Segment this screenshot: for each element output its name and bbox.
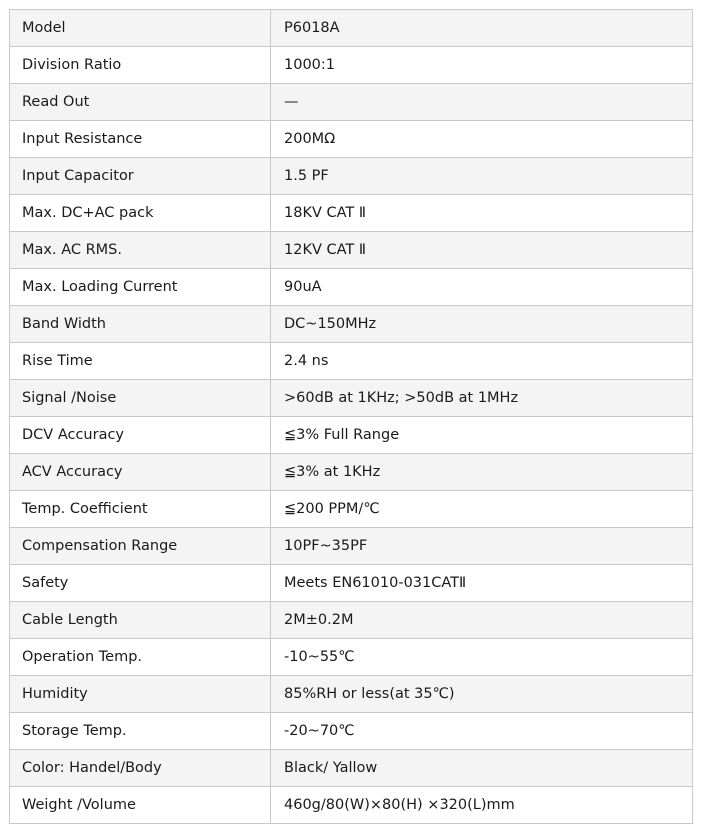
spec-value: 18KV CAT Ⅱ	[271, 195, 693, 232]
spec-table-body	[10, 10, 693, 824]
spec-value: -10~55℃	[271, 639, 693, 676]
spec-row	[10, 639, 693, 676]
spec-value: 460g/80(W)×80(H) ×320(L)mm	[271, 787, 693, 824]
spec-row	[10, 121, 693, 158]
spec-label: Division Ratio	[10, 47, 271, 84]
spec-row	[10, 269, 693, 306]
spec-row	[10, 602, 693, 639]
spec-value: 90uA	[271, 269, 693, 306]
spec-value: P6018A	[271, 10, 693, 47]
spec-label: Temp. Coefficient	[10, 491, 271, 528]
spec-label: Model	[10, 10, 271, 47]
spec-row	[10, 454, 693, 491]
spec-label: Safety	[10, 565, 271, 602]
spec-label: Operation Temp.	[10, 639, 271, 676]
spec-row	[10, 158, 693, 195]
spec-label: Color: Handel/Body	[10, 750, 271, 787]
spec-value: 12KV CAT Ⅱ	[271, 232, 693, 269]
spec-value: 1000:1	[271, 47, 693, 84]
spec-value: DC~150MHz	[271, 306, 693, 343]
spec-label: Max. Loading Current	[10, 269, 271, 306]
spec-value: ≦200 PPM/℃	[271, 491, 693, 528]
spec-label: Read Out	[10, 84, 271, 121]
spec-row	[10, 750, 693, 787]
spec-label: Compensation Range	[10, 528, 271, 565]
spec-label: Weight /Volume	[10, 787, 271, 824]
spec-label: Signal /Noise	[10, 380, 271, 417]
spec-value: -20~70℃	[271, 713, 693, 750]
spec-table	[9, 9, 693, 824]
spec-value: ≦3% at 1KHz	[271, 454, 693, 491]
spec-value: 200MΩ	[271, 121, 693, 158]
spec-value: Black/ Yallow	[271, 750, 693, 787]
spec-value: 10PF~35PF	[271, 528, 693, 565]
spec-label: Cable Length	[10, 602, 271, 639]
spec-row	[10, 195, 693, 232]
spec-row	[10, 676, 693, 713]
spec-row	[10, 491, 693, 528]
spec-row	[10, 343, 693, 380]
spec-value: 2.4 ns	[271, 343, 693, 380]
spec-label: Input Capacitor	[10, 158, 271, 195]
spec-row	[10, 713, 693, 750]
spec-row	[10, 787, 693, 824]
spec-row	[10, 84, 693, 121]
spec-value: 1.5 PF	[271, 158, 693, 195]
spec-value: 85%RH or less(at 35℃)	[271, 676, 693, 713]
spec-row	[10, 306, 693, 343]
spec-value: Meets EN61010-031CATⅡ	[271, 565, 693, 602]
spec-row	[10, 47, 693, 84]
spec-row	[10, 232, 693, 269]
spec-value: ≦3% Full Range	[271, 417, 693, 454]
spec-row	[10, 417, 693, 454]
spec-label: ACV Accuracy	[10, 454, 271, 491]
spec-value: 2M±0.2M	[271, 602, 693, 639]
spec-label: Max. AC RMS.	[10, 232, 271, 269]
spec-label: Storage Temp.	[10, 713, 271, 750]
spec-label: Input Resistance	[10, 121, 271, 158]
spec-label: Band Width	[10, 306, 271, 343]
spec-label: Rise Time	[10, 343, 271, 380]
spec-row	[10, 10, 693, 47]
spec-label: Humidity	[10, 676, 271, 713]
spec-label: Max. DC+AC pack	[10, 195, 271, 232]
spec-value: >60dB at 1KHz; >50dB at 1MHz	[271, 380, 693, 417]
spec-value: —	[271, 84, 693, 121]
spec-row	[10, 565, 693, 602]
spec-row	[10, 528, 693, 565]
spec-label: DCV Accuracy	[10, 417, 271, 454]
spec-row	[10, 380, 693, 417]
